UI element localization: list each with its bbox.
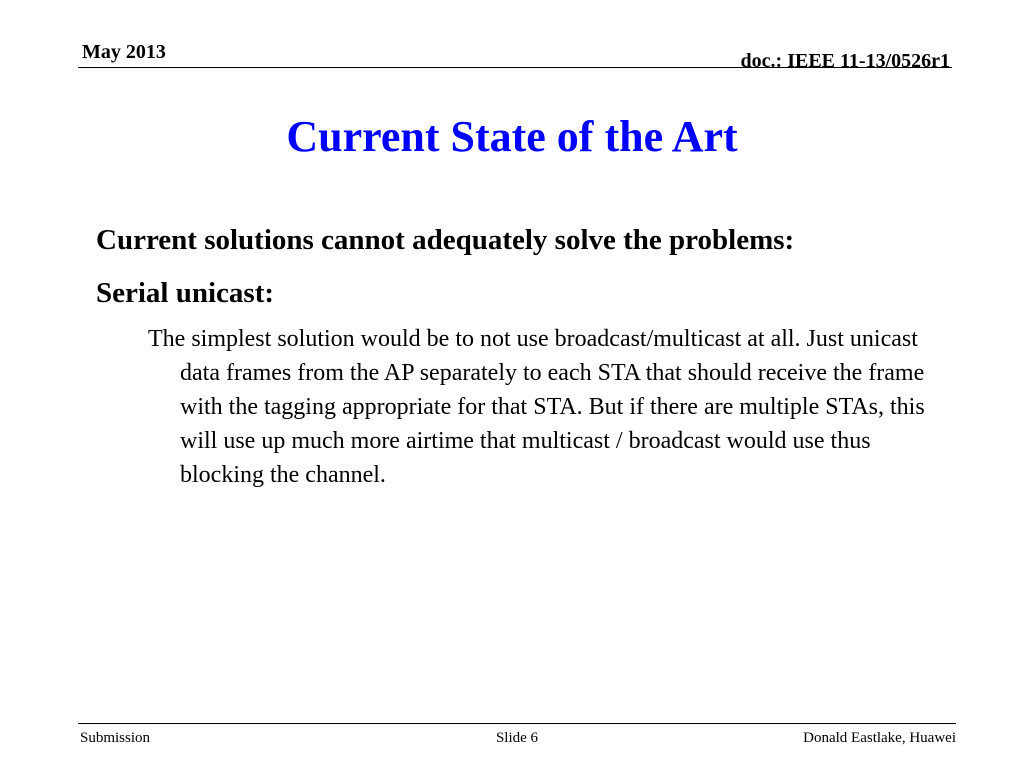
bullet-current-solutions: Current solutions cannot adequately solve the problems: [96,224,795,256]
header-doc-id: doc.: IEEE 11-13/0526r1 [740,50,950,72]
bullet-serial-unicast: Serial unicast: [96,277,275,309]
sub-bullet-simplest-solution: The simplest solution would be to not use broadcast/multicast at all. Just unicast data frames from the AP separately to each STA that should receive the frame with the tagging appropriate for that STA. But if there are multiple STAs, this will use up much more airtime that multicast / broadcast would use thus blocking the channel. [148,326,925,488]
slide-title: Current State of the Art [286,112,738,161]
footer-slide-number: Slide 6 [495,730,539,746]
header-divider [78,67,952,68]
footer-author: Donald Eastlake, Huawei [803,730,956,746]
footer-divider [78,723,956,724]
slide-body [96,222,946,492]
footer-submission: Submission [80,730,151,746]
header-date: May 2013 [82,41,166,63]
